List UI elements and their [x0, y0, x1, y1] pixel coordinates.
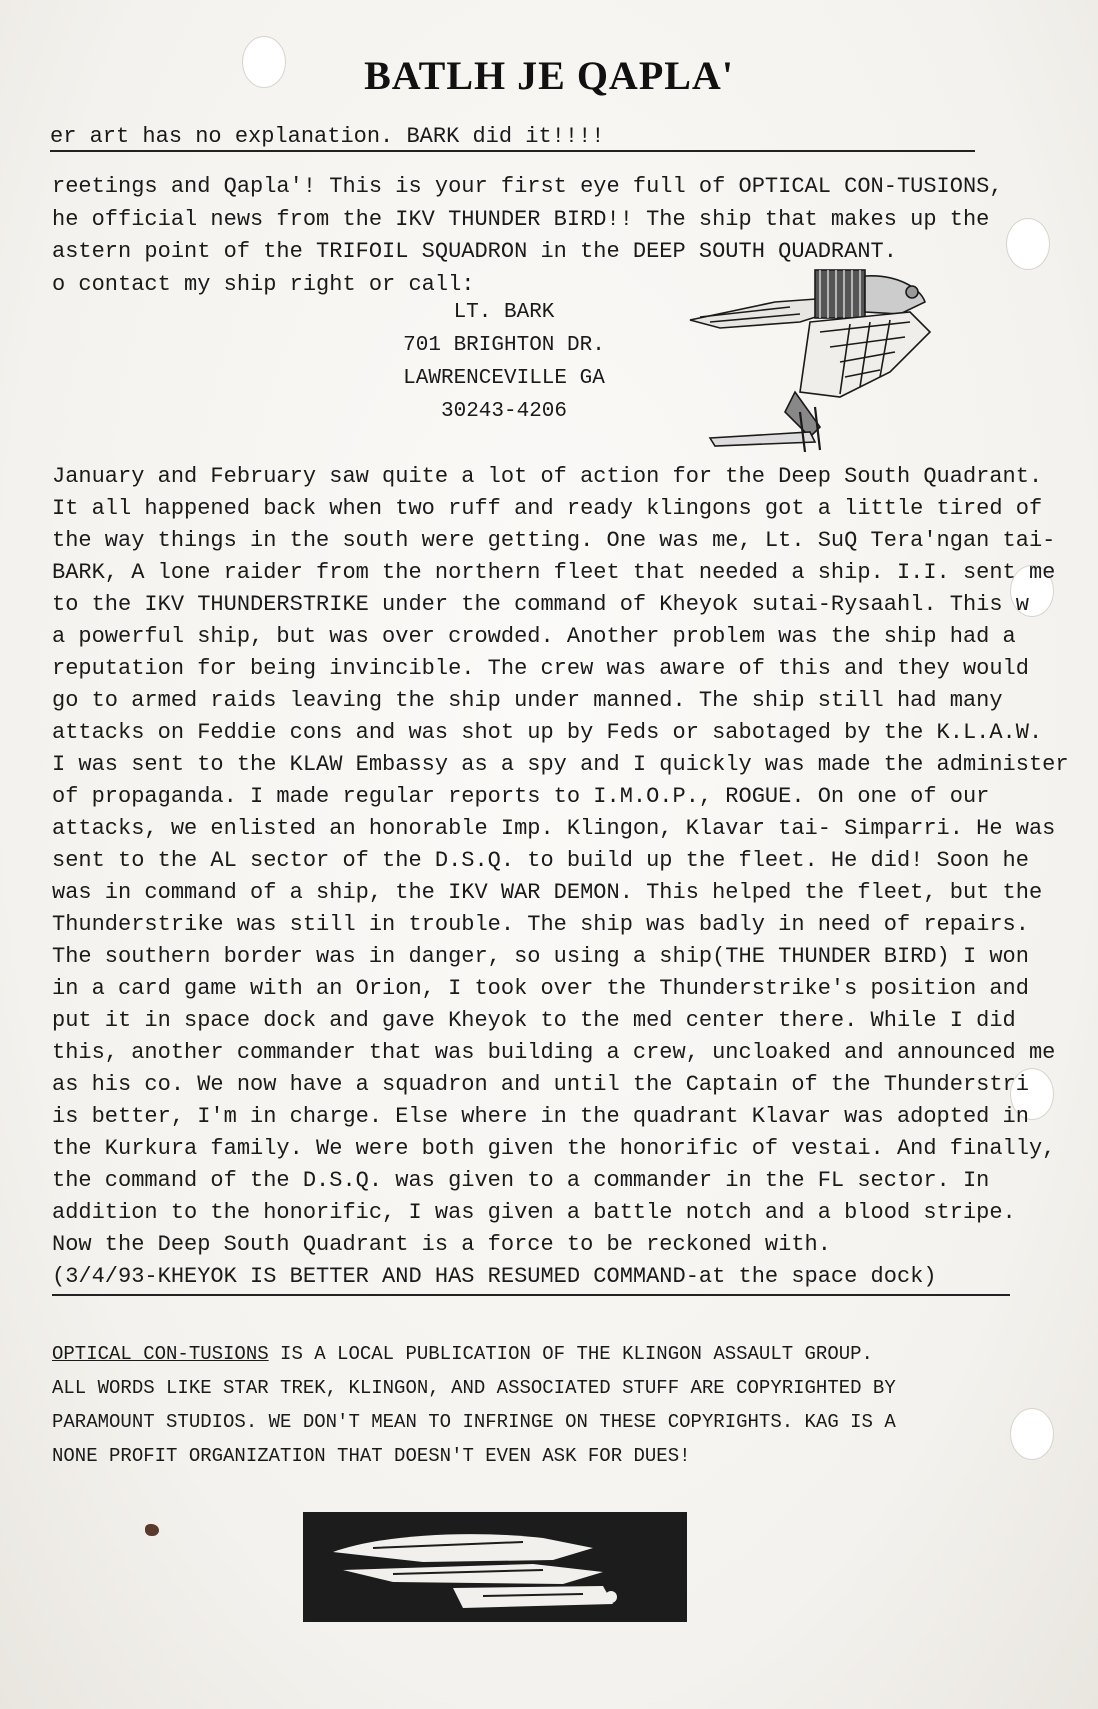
address-line: 30243-4206 — [440, 400, 568, 423]
klingon-ship-icon — [680, 262, 970, 452]
story-line: addition to the honorific, I was given a battle notch and a blood stripe. — [52, 1200, 1016, 1225]
story-line: The southern border was in danger, so using a ship(THE THUNDER BIRD) I won — [52, 944, 1029, 969]
story-line: to the IKV THUNDERSTRIKE under the command of Kheyok sutai-Rysaahl. This w — [52, 592, 1029, 617]
story-line: attacks, we enlisted an honorable Imp. Klingon, Klavar tai- Simparri. He was — [52, 816, 1056, 841]
intro-line: reetings and Qapla'! This is your first eye full of OPTICAL CON-TUSIONS, — [52, 174, 1003, 199]
binder-hole-right-4 — [1010, 1408, 1054, 1460]
story-line: I was sent to the KLAW Embassy as a spy and I quickly was made the administer — [52, 752, 1069, 777]
address-line: 701 BRIGHTON DR. — [403, 334, 605, 357]
story-line: attacks on Feddie cons and was shot up by Feds or sabotaged by the K.L.A.W. — [52, 720, 1043, 745]
page-title: BATLH JE QAPLA' — [364, 53, 734, 98]
story-line: a powerful ship, but was over crowded. Another problem was the ship had a — [52, 624, 1016, 649]
story-line: reputation for being invincible. The crew was aware of this and they would — [52, 656, 1029, 681]
story-line: was in command of a ship, the IKV WAR DEMON. This helped the fleet, but the — [52, 880, 1043, 905]
story-line: sent to the AL sector of the D.S.Q. to build up the fleet. He did! Soon he — [52, 848, 1029, 873]
binder-hole-right-1 — [1006, 218, 1050, 270]
footer-line: NONE PROFIT ORGANIZATION THAT DOESN'T EVEN ASK FOR DUES! — [52, 1445, 691, 1467]
story-line: go to armed raids leaving the ship under manned. The ship still had many — [52, 688, 1003, 713]
intro-line: he official news from the IKV THUNDER BIRD!! The ship that makes up the — [52, 207, 990, 232]
story-line: in a card game with an Orion, I took over the Thunderstrike's position and — [52, 976, 1029, 1001]
story-line: Now the Deep South Quadrant is a force to be reckoned with. — [52, 1232, 831, 1257]
story-line: put it in space dock and gave Kheyok to the med center there. While I did — [52, 1008, 1016, 1033]
footer-line: PARAMOUNT STUDIOS. WE DON'T MEAN TO INFRINGE ON THESE COPYRIGHTS. KAG IS A — [52, 1411, 896, 1433]
footer-line — [52, 1338, 873, 1371]
story-line: It all happened back when two ruff and ready klingons got a little tired of — [52, 496, 1043, 521]
story-line: BARK, A lone raider from the northern fleet that needed a ship. I.I. sent me — [52, 560, 1056, 585]
publication-name: OPTICAL CON-TUSIONS — [52, 1343, 269, 1365]
story-line: January and February saw quite a lot of action for the Deep South Quadrant. — [52, 464, 1043, 489]
tagline: er art has no explanation. BARK did it!!!! — [50, 124, 605, 149]
story-line: as his co. We now have a squadron and until the Captain of the Thunderstri — [52, 1072, 1029, 1097]
story-line: this, another commander that was building a crew, uncloaked and announced me — [52, 1040, 1056, 1065]
address-line: LAWRENCEVILLE GA — [403, 367, 605, 390]
divider — [52, 1294, 1010, 1296]
intro-line: astern point of the TRIFOIL SQUADRON in the DEEP SOUTH QUADRANT. — [52, 239, 897, 264]
story-line: the Kurkura family. We were both given the honorific of vestai. And finally, — [52, 1136, 1056, 1161]
divider — [50, 150, 975, 152]
story-line: (3/4/93-KHEYOK IS BETTER AND HAS RESUMED COMMAND-at the space dock) — [52, 1264, 937, 1289]
story-line: the command of the D.S.Q. was given to a commander in the FL sector. In — [52, 1168, 990, 1193]
story-line: Thunderstrike was still in trouble. The ship was badly in need of repairs. — [52, 912, 1029, 937]
address-line: LT. BARK — [453, 301, 555, 324]
footer-line-rest: IS A LOCAL PUBLICATION OF THE KLINGON ASSAULT GROUP. — [268, 1343, 873, 1365]
ink-stain — [145, 1524, 159, 1536]
story-line: the way things in the south were getting. One was me, Lt. SuQ Tera'ngan tai- — [52, 528, 1056, 553]
intro-line: o contact my ship right or call: — [52, 272, 475, 297]
story-line: is better, I'm in charge. Else where in the quadrant Klavar was adopted in — [52, 1104, 1029, 1129]
ship-banner-icon — [303, 1512, 687, 1622]
footer-line: ALL WORDS LIKE STAR TREK, KLINGON, AND ASSOCIATED STUFF ARE COPYRIGHTED BY — [52, 1377, 896, 1399]
story-line: of propaganda. I made regular reports to I.M.O.P., ROGUE. On one of our — [52, 784, 990, 809]
